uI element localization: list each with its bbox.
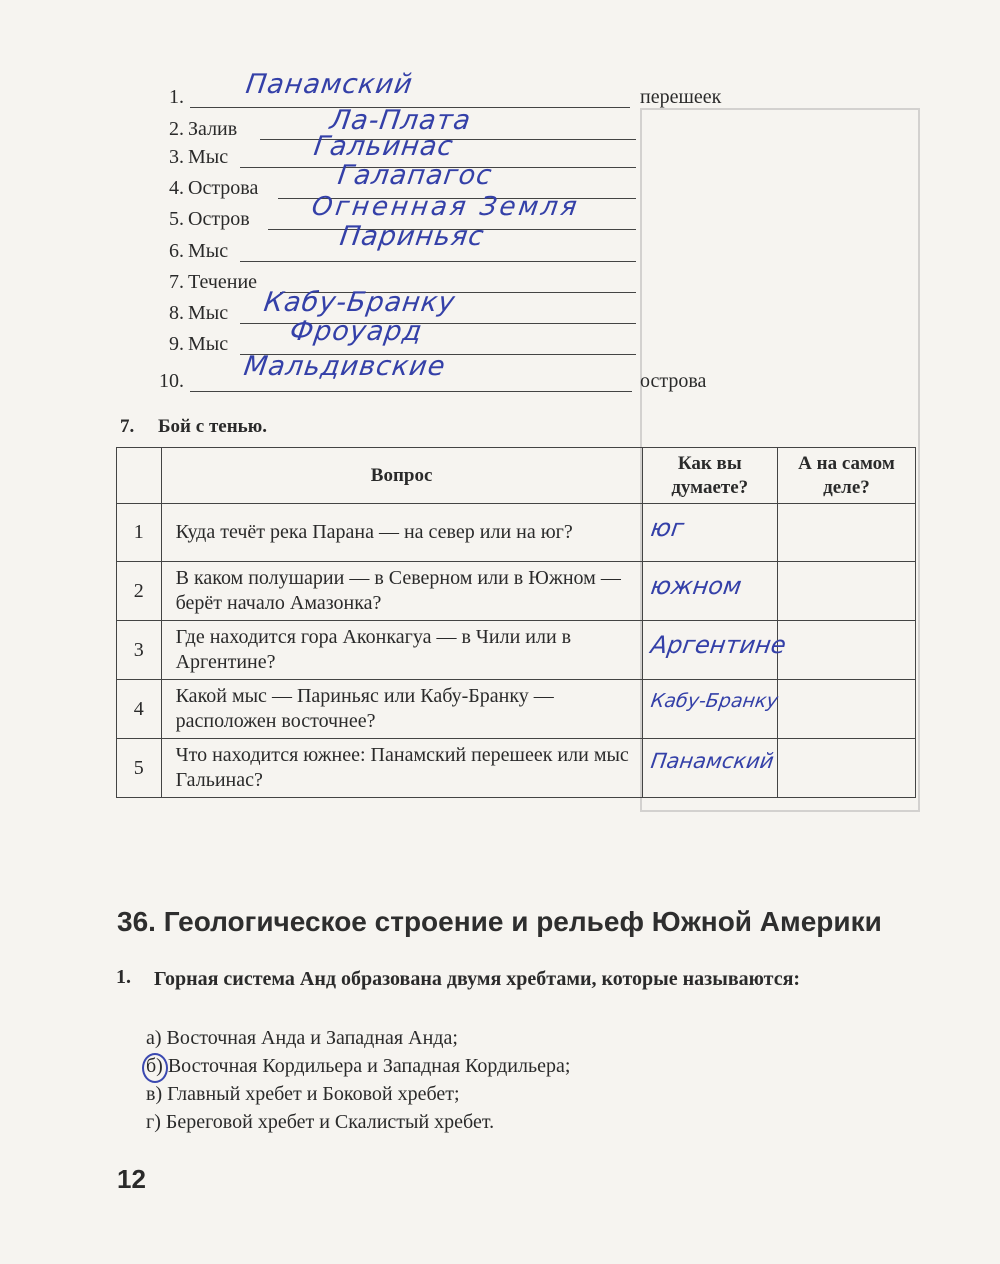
answer-line[interactable]: [240, 261, 636, 262]
row-number: 1: [117, 504, 162, 562]
row-guess-cell[interactable]: [642, 504, 777, 562]
table-row: [117, 621, 916, 680]
fill-item-suffix: перешеек: [640, 86, 722, 108]
section-title: 36. Геологическое строение и рельеф Южной Америки: [117, 906, 882, 937]
fill-item-number: 8.: [169, 302, 184, 324]
row-guess-cell[interactable]: [642, 621, 788, 680]
option-b[interactable]: [146, 1052, 570, 1080]
table-row: [117, 739, 916, 798]
handwritten-answer: юг: [648, 514, 686, 542]
option-c[interactable]: [146, 1080, 460, 1108]
option-label: а) Восточная Анда и Западная Анда;: [146, 1027, 458, 1049]
row-guess-cell[interactable]: [642, 562, 777, 621]
fill-item-label: Остров: [188, 208, 250, 230]
fill-item-number: 4.: [169, 177, 184, 199]
option-label: б) Восточная Кордильера и Западная Кордильера;: [146, 1055, 571, 1077]
row-number: 2: [117, 562, 162, 621]
row-number: 3: [117, 621, 162, 680]
row-actual-cell[interactable]: [777, 680, 915, 739]
row-actual-cell[interactable]: [777, 504, 915, 562]
header-guess: Как вы думаете?: [642, 448, 777, 504]
fill-item-label: Острова: [188, 177, 259, 199]
row-actual-cell[interactable]: [777, 562, 915, 621]
handwritten-answer: Париньяс: [337, 221, 487, 252]
question-number: 1.: [116, 966, 131, 988]
handwritten-answer: Аргентине: [648, 631, 788, 659]
header-number: [117, 448, 162, 504]
handwritten-answer: Фроуард: [287, 316, 425, 347]
fill-item-number: 9.: [169, 333, 184, 355]
table-row: [117, 504, 916, 562]
option-label: в) Главный хребет и Боковой хребет;: [146, 1083, 460, 1105]
fill-item-number: 7.: [169, 271, 184, 293]
row-question: Что находится южнее: Панамский перешеек или мыс Гальинас?: [161, 739, 642, 798]
task-number: 7.: [120, 416, 135, 437]
selected-circle-mark: [142, 1053, 168, 1083]
row-number: 4: [117, 680, 162, 739]
fill-item-label: Течение: [188, 271, 258, 293]
fill-item-number: 1.: [169, 86, 184, 108]
handwritten-answer: Кабу-Бранку: [649, 690, 779, 712]
question-text: Горная система Анд образована двумя хребтами, которые называются:: [154, 968, 801, 990]
handwritten-answer: южном: [648, 572, 743, 600]
fill-item-label: Мыс: [188, 146, 229, 168]
handwritten-answer: Мальдивские: [241, 351, 448, 382]
option-a[interactable]: [146, 1024, 458, 1052]
handwritten-answer: Огненная Земля: [309, 192, 582, 222]
fill-item-label: Залив: [188, 118, 238, 140]
fill-item-10: [150, 351, 740, 396]
fill-item-number: 10.: [159, 370, 184, 392]
row-guess-cell[interactable]: [642, 680, 777, 739]
handwritten-answer: Галапагос: [335, 160, 495, 191]
handwritten-answer: Гальинас: [311, 131, 456, 162]
option-label: г) Береговой хребет и Скалистый хребет.: [146, 1111, 495, 1133]
fill-item-number: 6.: [169, 240, 184, 262]
fill-item-label: Мыс: [188, 240, 229, 262]
question-table: [116, 447, 916, 798]
fill-item-number: 2.: [169, 118, 184, 140]
row-question: Какой мыс — Париньяс или Кабу-Бранку — расположен восточнее?: [161, 680, 642, 739]
table-row: [117, 680, 916, 739]
table-row: [117, 562, 916, 621]
handwritten-answer: Ла-Плата: [327, 105, 474, 136]
row-question: Куда течёт река Парана — на север или на юг?: [161, 504, 642, 562]
option-d[interactable]: [146, 1108, 494, 1136]
handwritten-answer: Панамский: [243, 69, 415, 100]
task-heading: Бой с тенью.: [158, 416, 267, 437]
header-actual: А на самом деле?: [777, 448, 915, 504]
fill-item-6: [150, 221, 670, 266]
header-question: Вопрос: [161, 448, 642, 504]
row-question: Где находится гора Аконкагуа — в Чили или в Аргентине?: [161, 621, 642, 680]
handwritten-answer: Кабу-Бранку: [261, 287, 458, 318]
fill-item-label: Мыс: [188, 333, 229, 355]
page-number: 12: [117, 1164, 146, 1194]
answer-line[interactable]: [190, 391, 632, 392]
row-actual-cell[interactable]: [777, 621, 915, 680]
fill-item-number: 3.: [169, 146, 184, 168]
fill-item-number: 5.: [169, 208, 184, 230]
row-question: В каком полушарии — в Северном или в Южном — берёт начало Амазонка?: [161, 562, 642, 621]
handwritten-answer: Панамский: [648, 749, 775, 773]
row-actual-cell[interactable]: [777, 739, 915, 798]
row-guess-cell[interactable]: [642, 739, 777, 798]
table-header-row: [117, 448, 916, 504]
fill-item-suffix: острова: [640, 370, 707, 392]
fill-item-label: Мыс: [188, 302, 229, 324]
row-number: 5: [117, 739, 162, 798]
